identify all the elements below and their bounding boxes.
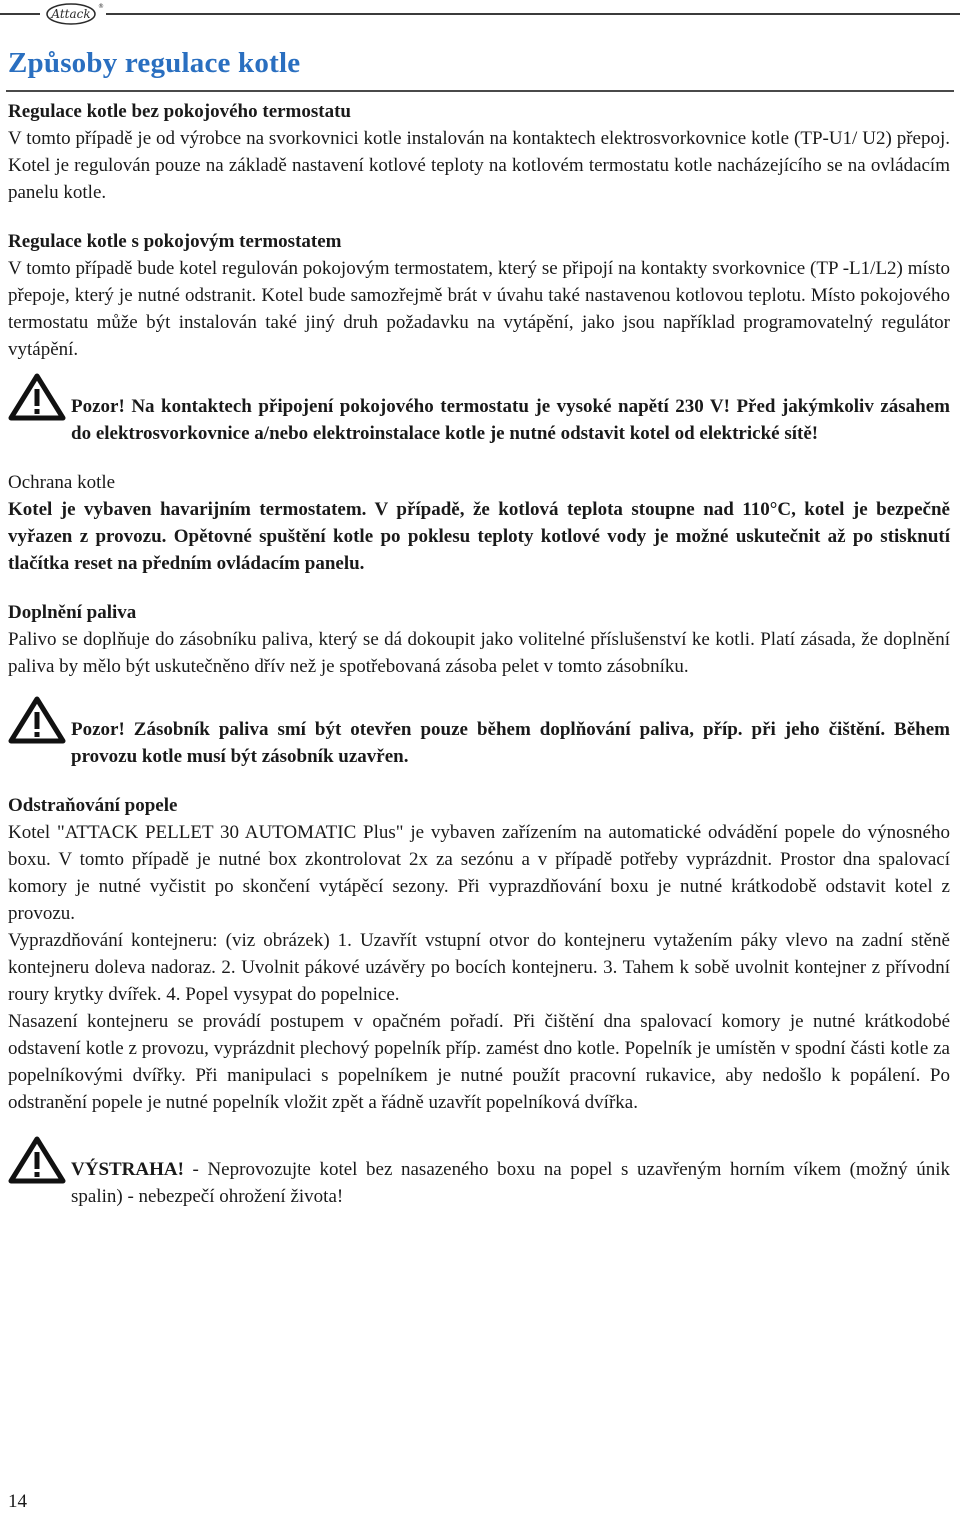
section-text: Kotel "ATTACK PELLET 30 AUTOMATIC Plus" je vybaven zařízením na automatické odvádění popele do výnosného boxu. V tomto případě je nutné box zkontrolovat 2x za sezónu a v případě potřeby vyprázdnit. Prostor dna spalovací komory je nutné vyčistit po skončení vytápěcí sezony. Při vyprazdňování boxu je nutné krátkodobě odstavit kotel z provozu. (8, 822, 950, 924)
section-heading: Ochrana kotle (8, 472, 116, 493)
section-boiler-protection (8, 469, 950, 577)
warning-triangle-icon (8, 373, 66, 421)
section-text: V tomto případě je od výrobce na svorkovnici kotle instalován na kontaktech elektrosvorkovnice kotle (TP-U1/ U2) přepoj. Kotel je regulován pouze na základě nastavení kotlové teploty na kotlovém termostatu kotle nacházejícího se na ovládacím panelu kotle. (8, 128, 950, 203)
section-heading: Regulace kotle s pokojovým termostatem (8, 231, 342, 252)
title-underline (6, 90, 954, 92)
section-text: Nasazení kontejneru se provádí postupem v opačném pořadí. Při čištění dna spalovací komory je nutné krátkodobé odstavení kotle z provozu, vyprázdnit plechový popelník příp. zamést dno kotle. Popelník je umístěn v spodní části kotle za popelníkovými dvířky. Při manipulaci s popelníkem je nutné použít pracovní rukavice, aby nedošlo k popálení. Po odstranění popele je nutné popelník vložit zpět a řádně uzavřít popelníková dvířka. (8, 1011, 950, 1113)
page-title: Způsoby regulace kotle (8, 47, 301, 79)
document-body (8, 98, 950, 1210)
warning-text: - Neprovozujte kotel bez nasazeného boxu na popel s uzavřeným horním víkem (možný únik spalin) - nebezpečí ohrožení života! (71, 1159, 950, 1207)
section-text: Palivo se doplňuje do zásobníku paliva, který se dá dokoupit jako volitelné příslušenství ke kotli. Platí zásada, že doplnění paliva by mělo být uskutečněno dřív než je spotřebovaná zásoba pelet v tomto zásobníku. (8, 629, 950, 677)
warning-triangle-icon (8, 696, 66, 744)
section-text: Kotel je vybaven havarijním termostatem. V případě, že kotlová teplota stoupne nad 110°C, kotel je bezpečně vyřazen z provozu. Opětovné spuštění kotle po poklesu teploty kotlové vody je možné uskutečnit až po stisknutí tlačítka reset na předním ovládacím panelu. (8, 499, 950, 574)
warning-lead: VÝSTRAHA! (71, 1159, 184, 1180)
header-rule (0, 13, 960, 15)
attack-logo (40, 0, 106, 28)
warning-lead: Pozor! (71, 719, 125, 740)
section-fuel-refill (8, 599, 950, 680)
section-regulation-with-thermostat (8, 228, 950, 363)
page-number: 14 (8, 1491, 27, 1512)
section-regulation-no-thermostat (8, 98, 950, 206)
attack-logo-icon (40, 0, 106, 28)
section-heading: Regulace kotle bez pokojového termostatu (8, 101, 352, 122)
warning-lead: Pozor! (71, 396, 125, 417)
section-ash-removal (8, 792, 950, 1116)
logo-text: Attack (51, 7, 91, 21)
section-heading: Odstraňování popele (8, 795, 178, 816)
logo-registered-mark: ® (98, 3, 104, 10)
section-heading: Doplnění paliva (8, 602, 137, 623)
section-text: V tomto případě bude kotel regulován pokojovým termostatem, který se připojí na kontakty svorkovnice (TP -L1/L2) místo přepoje, který je nutné odstranit. Kotel bude samozřejmě brát v úvahu také nastavenou kotlovou teplotu. Místo pokojového termostatu může být instalován také jiný druh požadavku na vytápění, jako jsou například programovatelný regulátor vytápění. (8, 258, 950, 360)
warning-box (8, 1156, 950, 1210)
warning-voltage (8, 393, 950, 447)
warning-triangle-icon (8, 1136, 66, 1184)
warning-text: Zásobník paliva smí být otevřen pouze během doplňování paliva, příp. při jeho čištění. Během provozu kotle musí být zásobník uzavřen. (71, 719, 950, 767)
section-text: Vyprazdňování kontejneru: (viz obrázek) 1. Uzavřít vstupní otvor do kontejneru vytažením páky vlevo na zadní stěně kontejneru doleva nadoraz. 2. Uvolnit pákové uzávěry po bocích kontejneru. 3. Tahem k sobě uvolnit kontejner z přívodní roury krytky dvířek. 4. Popel vysypat do popelnice. (8, 930, 950, 1005)
warning-fuel (8, 716, 950, 770)
warning-text: Na kontaktech připojení pokojového termostatu je vysoké napětí 230 V! Před jakýmkoliv zásahem do elektrosvorkovnice a/nebo elektroinstalace kotle je nutné odstavit kotel od elektrické sítě! (71, 396, 950, 444)
